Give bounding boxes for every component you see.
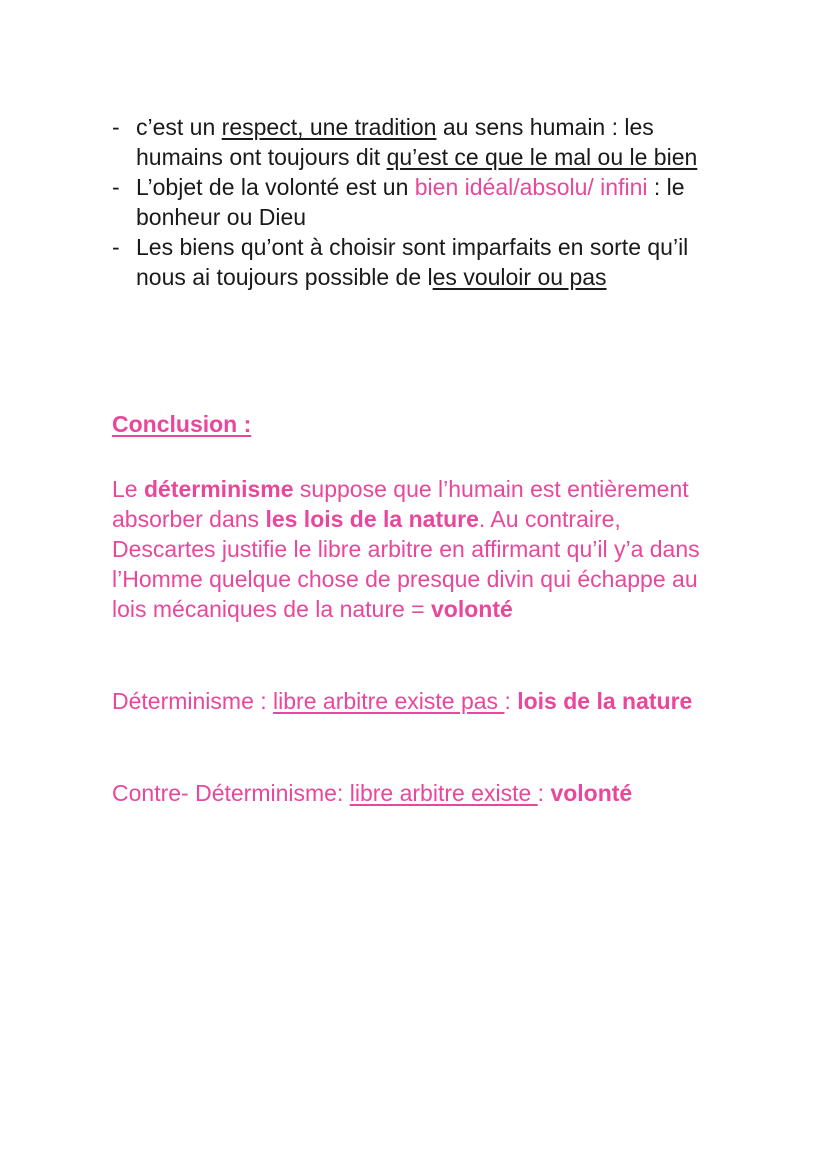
paragraph-text: . Au contraire, Descartes justifie le libre arbitre en affirmant qu’il y’a dans l’Homme quelque chose de presque divin qui échappe au lois mécaniques de la nature = — [112, 506, 700, 622]
bold-term: déterminisme — [143, 476, 294, 502]
bold-term: les lois de la nature — [265, 506, 479, 532]
definition-bold: volonté — [550, 780, 633, 806]
bullet-text: c’est un — [136, 114, 222, 140]
definition-underlined: libre arbitre existe pas — [273, 688, 505, 714]
bullet-text: au sens humain : les humains ont toujours dit — [136, 114, 654, 170]
bullet-text: Les biens qu’ont à choisir sont imparfaits en sorte qu’il nous ai toujours possible de l — [136, 234, 689, 290]
definition-label: Contre- Déterminisme: — [112, 780, 350, 806]
conclusion-paragraph — [112, 474, 722, 624]
definition-bold: lois de la nature — [517, 688, 693, 714]
bullet-item-tradition — [112, 112, 732, 172]
conclusion-heading: Conclusion : — [112, 411, 252, 437]
underlined-text: es vouloir ou pas — [432, 264, 607, 290]
bullet-text: : le bonheur ou Dieu — [136, 174, 685, 230]
definition-contre-determinisme — [112, 778, 722, 808]
definition-label: Déterminisme : — [112, 688, 274, 714]
bold-term: volonté — [431, 596, 513, 622]
bullet-item-biens-imparfaits — [112, 232, 732, 292]
underlined-text: respect, une tradition — [221, 114, 437, 140]
bullet-dash: - — [112, 174, 120, 200]
bullet-dash: - — [112, 234, 120, 260]
bullet-list — [112, 112, 732, 292]
bullet-item-objet-volonte — [112, 172, 732, 232]
highlighted-text: bien idéal/absolu/ infini — [414, 174, 648, 200]
definition-separator: : — [537, 780, 551, 806]
definition-separator: : — [504, 688, 518, 714]
definition-determinisme — [112, 686, 722, 716]
bullet-text: L’objet de la volonté est un — [136, 174, 415, 200]
definition-underlined: libre arbitre existe — [349, 780, 538, 806]
underlined-text: qu’est ce que le mal ou le bien — [386, 144, 698, 170]
paragraph-text: Le — [112, 476, 144, 502]
bullet-dash: - — [112, 114, 120, 140]
paragraph-text: suppose que l’humain est entièrement absorber dans — [112, 476, 689, 532]
